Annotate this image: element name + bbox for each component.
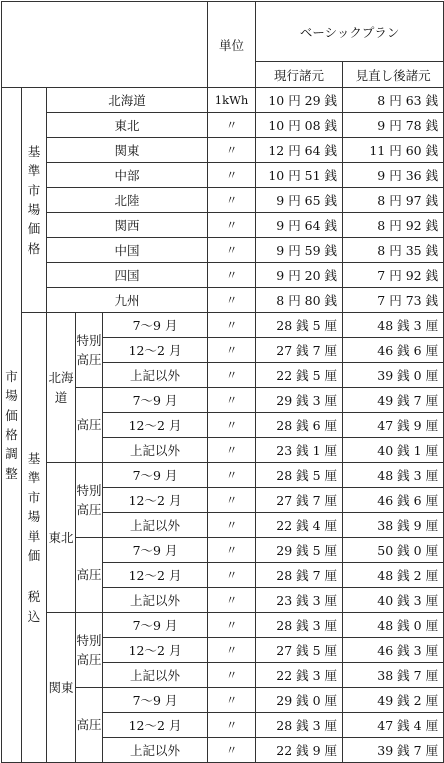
unit-cell: 〃	[208, 638, 256, 663]
table-row	[2, 313, 444, 338]
table-row	[2, 188, 444, 213]
outer-label: 市場価格調整	[2, 88, 22, 763]
revised-value: 40 銭 3 厘	[343, 588, 444, 613]
current-value: 27 銭 7 厘	[256, 488, 343, 513]
unit-cell: 〃	[208, 188, 256, 213]
current-value: 28 銭 3 厘	[256, 713, 343, 738]
revised-value: 11 円 60 銭	[343, 138, 444, 163]
period-cell: 12～2 月	[103, 563, 208, 588]
price-section-label: 基準市場価格	[22, 88, 47, 313]
table-row	[2, 213, 444, 238]
current-value: 22 銭 9 厘	[256, 738, 343, 763]
table-row	[2, 138, 444, 163]
region-cell: 中国	[47, 238, 208, 263]
revised-header: 見直し後諸元	[343, 62, 444, 88]
period-cell: 7～9 月	[103, 388, 208, 413]
table-row	[2, 463, 444, 488]
unit-cell: 〃	[208, 313, 256, 338]
unit-cell: 〃	[208, 463, 256, 488]
current-value: 23 銭 1 厘	[256, 438, 343, 463]
unit-cell: 〃	[208, 663, 256, 688]
period-cell: 7～9 月	[103, 688, 208, 713]
revised-value: 8 円 63 銭	[343, 88, 444, 113]
region-cell: 関東	[47, 138, 208, 163]
period-cell: 12～2 月	[103, 488, 208, 513]
plan-header: ベーシックプラン	[256, 2, 444, 62]
revised-value: 9 円 78 銭	[343, 113, 444, 138]
table-row	[2, 263, 444, 288]
unit-region-cell: 北海道	[47, 313, 76, 463]
period-cell: 上記以外	[103, 588, 208, 613]
unit-cell: 〃	[208, 613, 256, 638]
unit-cell: 〃	[208, 513, 256, 538]
period-cell: 12～2 月	[103, 413, 208, 438]
current-value: 28 銭 3 厘	[256, 613, 343, 638]
unit-region-cell: 関東	[47, 613, 76, 763]
table-row	[2, 613, 444, 638]
current-value: 8 円 80 銭	[256, 288, 343, 313]
voltage-type-cell: 特別高圧	[76, 463, 103, 538]
unit-cell: 〃	[208, 538, 256, 563]
voltage-type-cell: 高圧	[76, 688, 103, 763]
period-cell: 7～9 月	[103, 538, 208, 563]
period-cell: 7～9 月	[103, 613, 208, 638]
current-value: 27 銭 7 厘	[256, 338, 343, 363]
current-value: 9 円 64 銭	[256, 213, 343, 238]
current-value: 10 円 51 銭	[256, 163, 343, 188]
region-cell: 関西	[47, 213, 208, 238]
current-value: 28 銭 7 厘	[256, 563, 343, 588]
unit-cell: 〃	[208, 588, 256, 613]
unit-cell: 〃	[208, 688, 256, 713]
revised-value: 7 円 92 銭	[343, 263, 444, 288]
region-cell: 東北	[47, 113, 208, 138]
unit-cell: 〃	[208, 263, 256, 288]
revised-value: 8 円 97 銭	[343, 188, 444, 213]
unit-cell: 〃	[208, 563, 256, 588]
current-value: 28 銭 5 厘	[256, 313, 343, 338]
revised-value: 47 銭 4 厘	[343, 713, 444, 738]
unit-cell: 〃	[208, 713, 256, 738]
unit-cell: 〃	[208, 163, 256, 188]
current-value: 12 円 64 銭	[256, 138, 343, 163]
unit-section-label-tax: 税込	[27, 589, 41, 624]
current-value: 9 円 65 銭	[256, 188, 343, 213]
current-value: 28 銭 6 厘	[256, 413, 343, 438]
revised-value: 38 銭 7 厘	[343, 663, 444, 688]
revised-value: 38 銭 9 厘	[343, 513, 444, 538]
period-cell: 上記以外	[103, 738, 208, 763]
current-header: 現行諸元	[256, 62, 343, 88]
unit-cell: 1kWh	[208, 88, 256, 113]
revised-value: 48 銭 2 厘	[343, 563, 444, 588]
revised-value: 9 円 36 銭	[343, 163, 444, 188]
table-row	[2, 163, 444, 188]
region-cell: 北海道	[47, 88, 208, 113]
table-row	[2, 288, 444, 313]
period-cell: 12～2 月	[103, 638, 208, 663]
unit-cell: 〃	[208, 363, 256, 388]
table-body	[2, 88, 444, 763]
current-value: 22 銭 5 厘	[256, 363, 343, 388]
revised-value: 46 銭 6 厘	[343, 488, 444, 513]
current-value: 10 円 29 銭	[256, 88, 343, 113]
unit-cell: 〃	[208, 338, 256, 363]
unit-cell: 〃	[208, 113, 256, 138]
table-row	[2, 238, 444, 263]
revised-value: 49 銭 2 厘	[343, 688, 444, 713]
period-cell: 上記以外	[103, 438, 208, 463]
region-cell: 四国	[47, 263, 208, 288]
revised-value: 50 銭 0 厘	[343, 538, 444, 563]
unit-region-cell: 東北	[47, 463, 76, 613]
revised-value: 39 銭 7 厘	[343, 738, 444, 763]
current-value: 22 銭 4 厘	[256, 513, 343, 538]
revised-value: 7 円 73 銭	[343, 288, 444, 313]
unit-cell: 〃	[208, 738, 256, 763]
unit-section-label-main: 基準市場単価	[27, 451, 41, 563]
current-value: 9 円 59 銭	[256, 238, 343, 263]
period-cell: 7～9 月	[103, 463, 208, 488]
revised-value: 8 円 35 銭	[343, 238, 444, 263]
current-value: 29 銭 0 厘	[256, 688, 343, 713]
table-row	[2, 113, 444, 138]
region-cell: 中部	[47, 163, 208, 188]
revised-value: 39 銭 0 厘	[343, 363, 444, 388]
revised-value: 46 銭 3 厘	[343, 638, 444, 663]
voltage-type-cell: 高圧	[76, 538, 103, 613]
unit-header: 単位	[208, 2, 256, 88]
current-value: 10 円 08 銭	[256, 113, 343, 138]
region-cell: 北陸	[47, 188, 208, 213]
revised-value: 49 銭 7 厘	[343, 388, 444, 413]
table-row	[2, 88, 444, 113]
period-cell: 上記以外	[103, 363, 208, 388]
current-value: 28 銭 5 厘	[256, 463, 343, 488]
current-value: 23 銭 3 厘	[256, 588, 343, 613]
corner-cell	[2, 2, 208, 88]
revised-value: 48 銭 0 厘	[343, 613, 444, 638]
unit-cell: 〃	[208, 238, 256, 263]
revised-value: 48 銭 3 厘	[343, 313, 444, 338]
period-cell: 上記以外	[103, 663, 208, 688]
unit-cell: 〃	[208, 213, 256, 238]
unit-cell: 〃	[208, 288, 256, 313]
current-value: 9 円 20 銭	[256, 263, 343, 288]
period-cell: 12～2 月	[103, 713, 208, 738]
unit-cell: 〃	[208, 413, 256, 438]
voltage-type-cell: 特別高圧	[76, 613, 103, 688]
period-cell: 12～2 月	[103, 338, 208, 363]
revised-value: 47 銭 9 厘	[343, 413, 444, 438]
revised-value: 40 銭 1 厘	[343, 438, 444, 463]
voltage-type-cell: 高圧	[76, 388, 103, 463]
unit-cell: 〃	[208, 388, 256, 413]
rate-table	[1, 1, 444, 763]
period-cell: 上記以外	[103, 513, 208, 538]
unit-cell: 〃	[208, 488, 256, 513]
current-value: 29 銭 3 厘	[256, 388, 343, 413]
revised-value: 46 銭 6 厘	[343, 338, 444, 363]
current-value: 29 銭 5 厘	[256, 538, 343, 563]
voltage-type-cell: 特別高圧	[76, 313, 103, 388]
unit-section-label	[22, 313, 47, 763]
unit-cell: 〃	[208, 138, 256, 163]
region-cell: 九州	[47, 288, 208, 313]
revised-value: 8 円 92 銭	[343, 213, 444, 238]
period-cell: 7～9 月	[103, 313, 208, 338]
current-value: 22 銭 3 厘	[256, 663, 343, 688]
unit-cell: 〃	[208, 438, 256, 463]
revised-value: 48 銭 3 厘	[343, 463, 444, 488]
current-value: 27 銭 5 厘	[256, 638, 343, 663]
